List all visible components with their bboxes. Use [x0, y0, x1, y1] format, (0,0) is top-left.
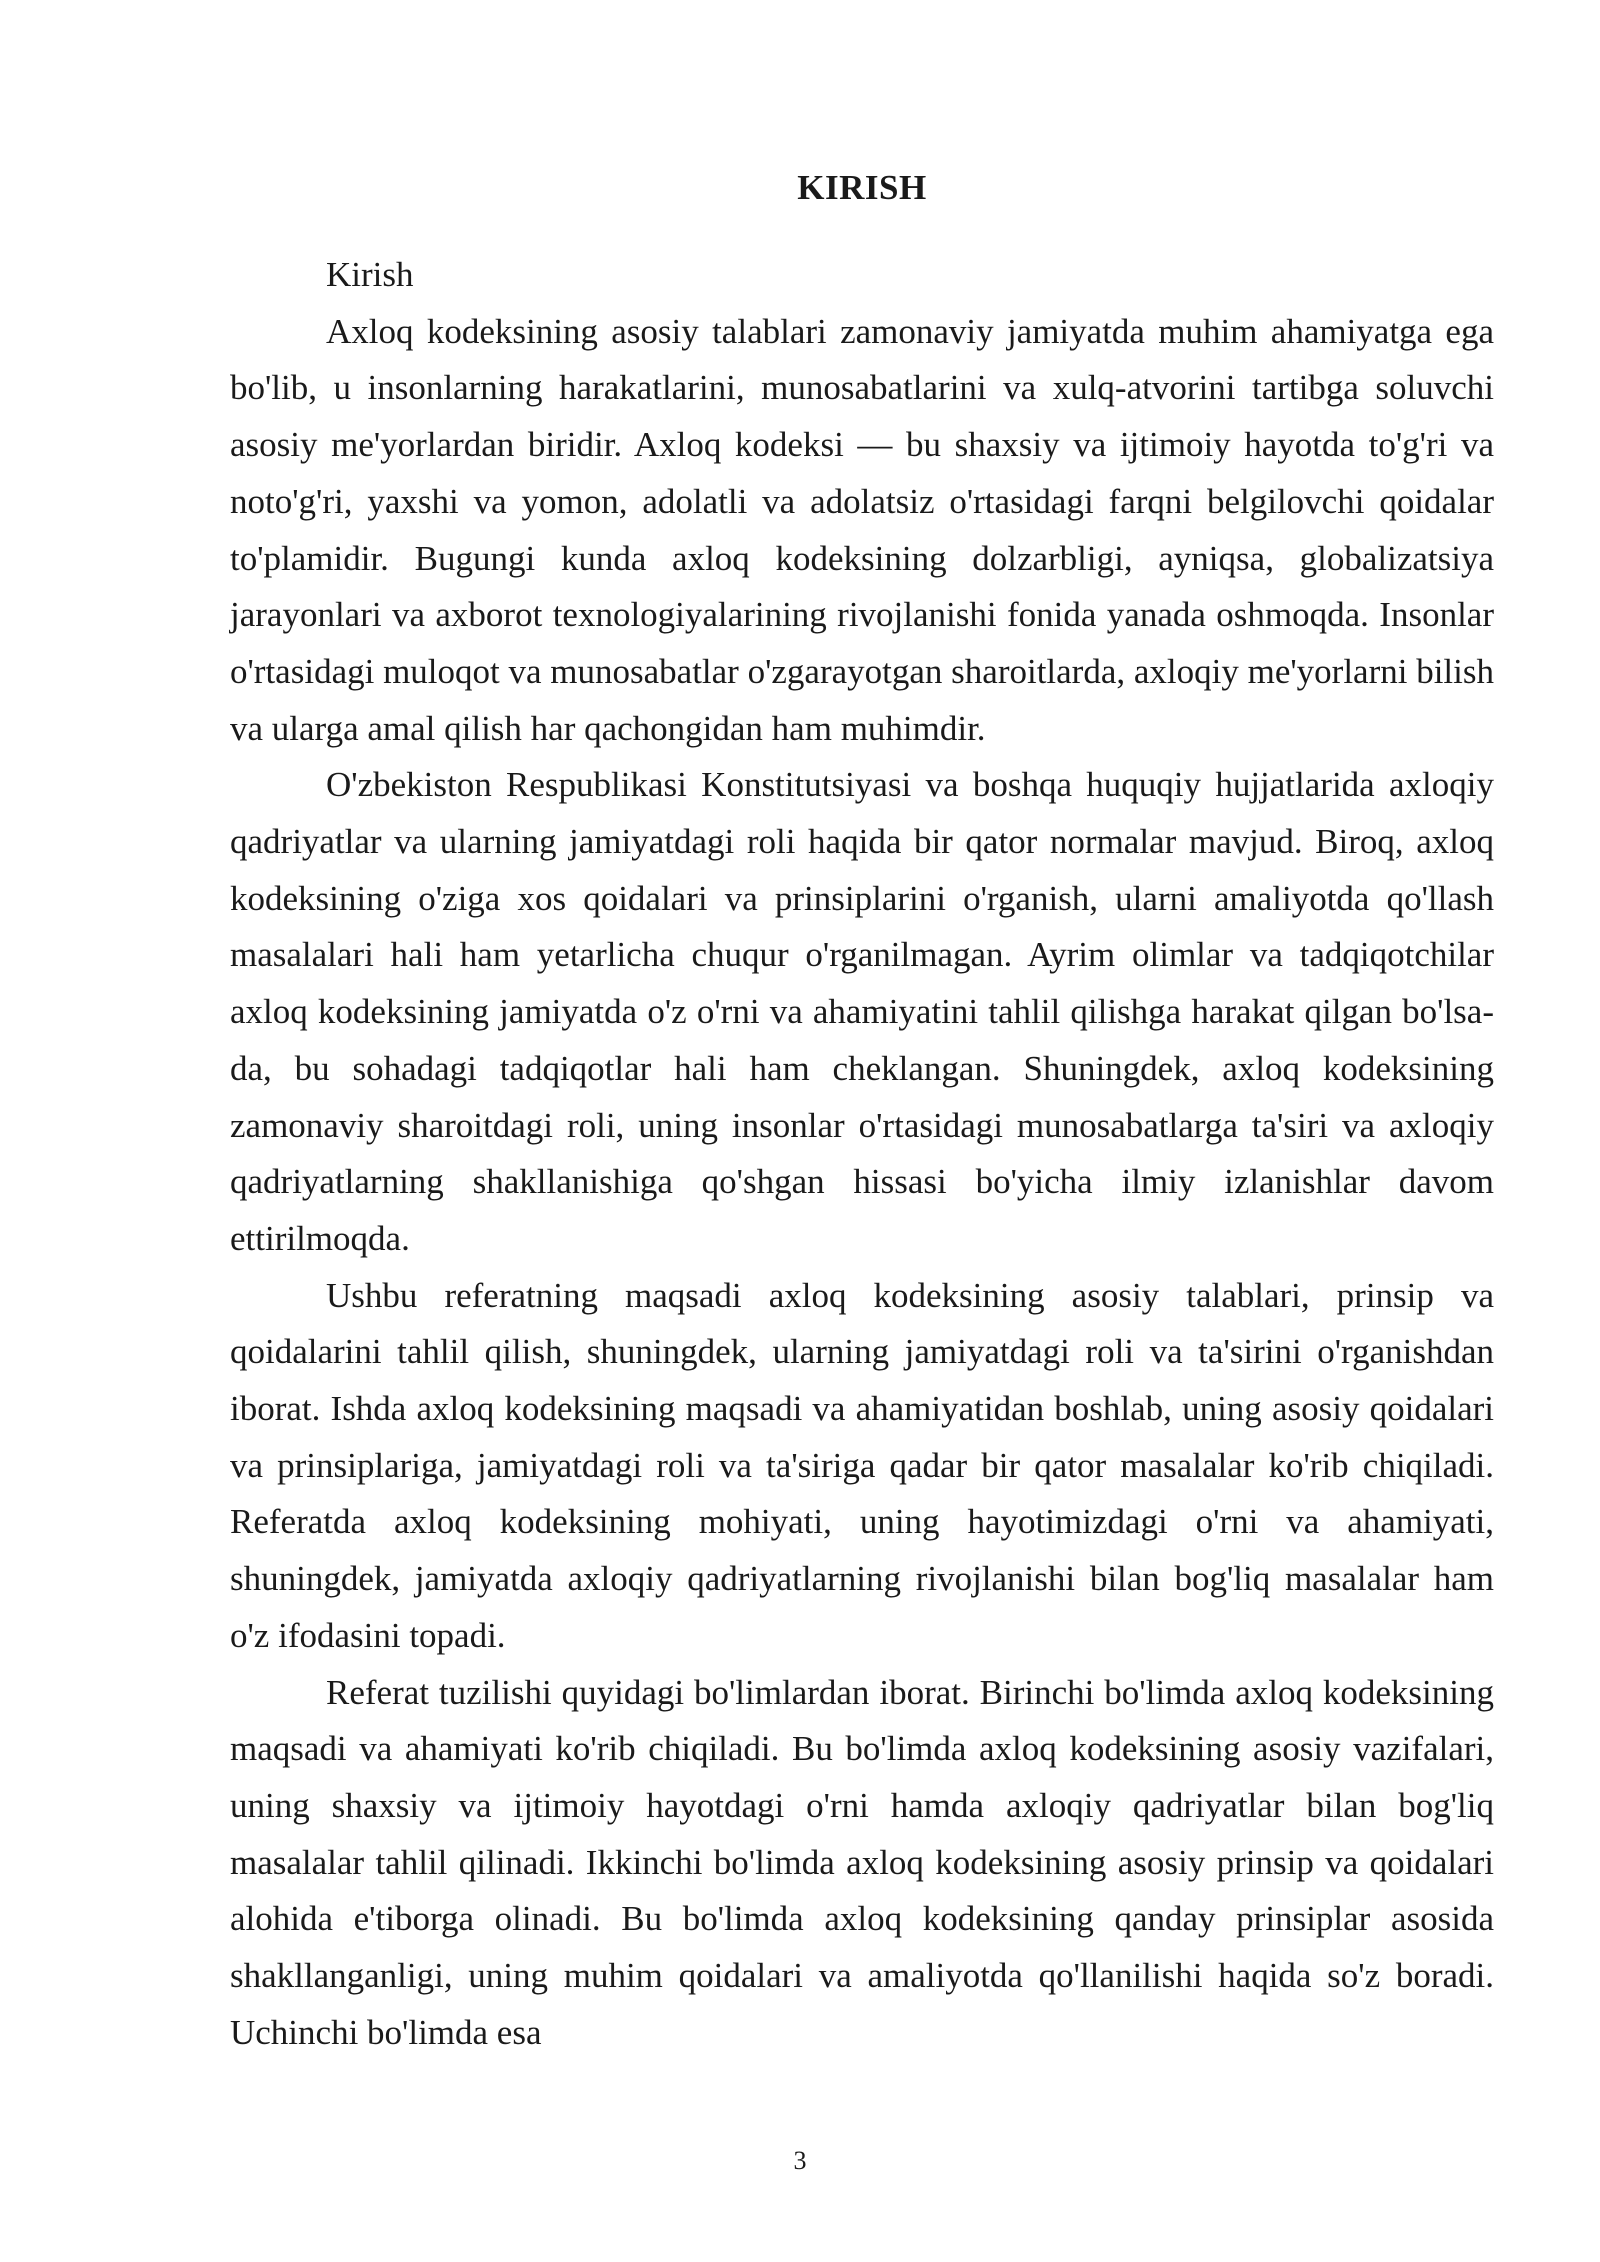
paragraph-subtitle: Kirish — [326, 255, 414, 294]
paragraph: Axloq kodeksining asosiy talablari zamonaviy jamiyatda muhim ahamiyatga ega bo'lib, u insonlarning harakatlarini, munosabatlarini va xulq-atvorini tartibga soluvchi asosiy me'yorlardan biridir. Axloq kodeksi — bu shaxsiy va ijtimoiy hayotda to'g'ri va noto'g'ri, yaxshi va yomon, adolatli va adolatsiz o'rtasidagi farqni belgilovchi qoidalar to'plamidir. Bugungi kunda axloq kodeksining dolzarbligi, ayniqsa, globalizatsiya jarayonlari va axborot texnologiyalarining rivojlanishi fonida yanada oshmoqda. Insonlar o'rtasidagi muloqot va munosabatlar o'zgarayotgan sharoitlarda, axloqiy me'yorlarni bilish va ularga amal qilish har qachongidan ham muhimdir. — [230, 311, 1494, 748]
paragraph: Ushbu referatning maqsadi axloq kodeksining asosiy talablari, prinsip va qoidalarini tahlil qilish, shuningdek, ularning jamiyatdagi roli va ta'sirini o'rganishdan iborat. Ishda axloq kodeksining maqsadi va ahamiyatidan boshlab, uning asosiy qoidalari va prinsiplariga, jamiyatdagi roli va ta'siriga qadar bir qator masalalar ko'rib chiqiladi. Referatda axloq kodeksining mohiyati, uning hayotimizdagi o'rni va ahamiyati, shuningdek, jamiyatda axloqiy qadriyatlarning rivojlanishi bilan bog'liq masalalar ham o'z ifodasini topadi. — [230, 1275, 1494, 1655]
page-title: KIRISH — [797, 168, 927, 207]
paragraph: Referat tuzilishi quyidagi bo'limlardan iborat. Birinchi bo'limda axloq kodeksining maqsadi va ahamiyati ko'rib chiqiladi. Bu bo'limda axloq kodeksining asosiy vazifalari, uning shaxsiy va ijtimoiy hayotdagi o'rni hamda axloqiy qadriyatlar bilan bog'liq masalalar tahlil qilinadi. Ikkinchi bo'limda axloq kodeksining asosiy prinsip va qoidalari alohida e'tiborga olinadi. Bu bo'limda axloq kodeksining qanday prinsiplar asosida shakllanganligi, uning muhim qoidalari va amaliyotda qo'llanilishi haqida so'z boradi. Uchinchi bo'limda esa — [230, 1672, 1494, 2052]
body-text — [230, 247, 1494, 2062]
page-number: 3 — [793, 2146, 807, 2175]
paragraph: O'zbekiston Respublikasi Konstitutsiyasi va boshqa huquqiy hujjatlarida axloqiy qadriyatlar va ularning jamiyatdagi roli haqida bir qator normalar mavjud. Biroq, axloq kodeksining o'ziga xos qoidalari va prinsiplarini o'rganish, ularni amaliyotda qo'llash masalalari hali ham yetarlicha chuqur o'rganilmagan. Ayrim olimlar va tadqiqotchilar axloq kodeksining jamiyatda o'z o'rni va ahamiyatini tahlil qilishga harakat qilgan bo'lsa-da, bu sohadagi tadqiqotlar hali ham cheklangan. Shuningdek, axloq kodeksining zamonaviy sharoitdagi roli, uning insonlar o'rtasidagi munosabatlarga ta'siri va axloqiy qadriyatlarning shakllanishiga qo'shgan hissasi bo'yicha ilmiy izlanishlar davom ettirilmoqda. — [230, 765, 1494, 1258]
